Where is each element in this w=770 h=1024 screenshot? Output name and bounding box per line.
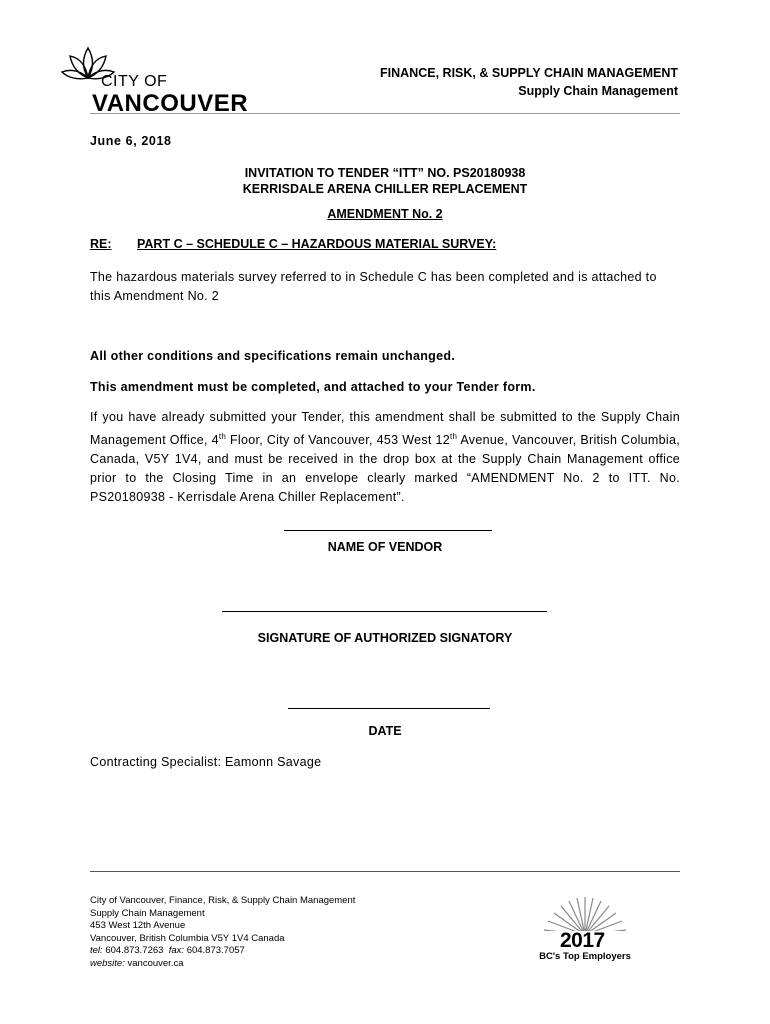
para4-sup2: th: [449, 432, 458, 441]
vendor-name-label: NAME OF VENDOR: [327, 540, 443, 554]
footer-line-3: 453 West 12th Avenue: [90, 920, 186, 931]
body-paragraph-1: The hazardous materials survey referred to in Schedule C has been completed and is attached to this Amendment No. 2: [90, 270, 657, 303]
footer-divider: [90, 871, 680, 872]
footer-line-1: City of Vancouver, Finance, Risk, & Supply Chain Management: [90, 895, 356, 906]
badge-year: 2017: [560, 929, 605, 952]
division-name: Supply Chain Management: [518, 84, 678, 98]
signatory-label: SIGNATURE OF AUTHORIZED SIGNATORY: [257, 631, 513, 645]
date-line[interactable]: [288, 708, 490, 709]
logo-vancouver: VANCOUVER: [92, 90, 249, 117]
website-label: website:: [90, 957, 125, 969]
tel-label: tel:: [90, 945, 103, 956]
footer-website: [90, 958, 355, 971]
para4-sup1: th: [218, 432, 227, 441]
amendment-number: [90, 207, 680, 221]
para4-part3: Avenue, Vancouver, British Columbia, Canada, V5Y 1V4, and must be received in the drop box at the Supply Chain Management office prior to the Closing Time in an envelope clearly marked “AMENDMENT No. 2 to ITT. No. PS20180938 - Kerrisdale Arena Chiller Replacement”.: [90, 433, 681, 505]
signature-line[interactable]: [222, 611, 547, 612]
logo-city-of: CITY OF: [101, 73, 168, 90]
re-subject: PART C – SCHEDULE C – HAZARDOUS MATERIAL SURVEY:: [137, 237, 497, 251]
project-title: KERRISDALE ARENA CHILLER REPLACEMENT: [242, 182, 528, 196]
para4-part2: Floor, City of Vancouver, 453 West 12: [226, 433, 450, 448]
footer-line-2: Supply Chain Management: [90, 907, 205, 919]
department-name: FINANCE, RISK, & SUPPLY CHAIN MANAGEMENT: [380, 66, 678, 80]
document-date: June 6, 2018: [90, 134, 172, 148]
badge-text: BC's Top Employers: [539, 951, 631, 962]
body-paragraph-3: This amendment must be completed, and attached to your Tender form.: [90, 380, 536, 394]
fax-label: fax:: [168, 945, 185, 956]
amendment-label: AMENDMENT No. 2: [327, 207, 443, 221]
fax-number: 604.873.7057: [186, 945, 245, 956]
re-label: RE:: [90, 237, 112, 251]
body-paragraph-2: All other conditions and specifications remain unchanged.: [90, 349, 456, 363]
footer-phone: [90, 945, 355, 958]
footer-line-4: Vancouver, British Columbia V5Y 1V4 Canada: [90, 932, 285, 944]
body-paragraph-4: [90, 408, 680, 507]
vendor-name-line[interactable]: [284, 530, 492, 531]
date-label: DATE: [368, 724, 402, 738]
tender-title: INVITATION TO TENDER “ITT” NO. PS20180938: [244, 166, 526, 180]
header-divider: [90, 113, 680, 114]
top-employers-badge: [530, 893, 640, 968]
footer-address: [90, 895, 355, 970]
contracting-specialist: Contracting Specialist: Eamonn Savage: [90, 755, 322, 769]
tel-number: 604.873.7263: [105, 945, 164, 956]
para4-part1: If you have already submitted your Tender, this amendment shall be submitted to the Supply Chain Management Office, 4: [90, 410, 680, 448]
city-of-vancouver-logo: [58, 40, 248, 120]
website-link[interactable]: vancouver.ca: [127, 957, 184, 969]
